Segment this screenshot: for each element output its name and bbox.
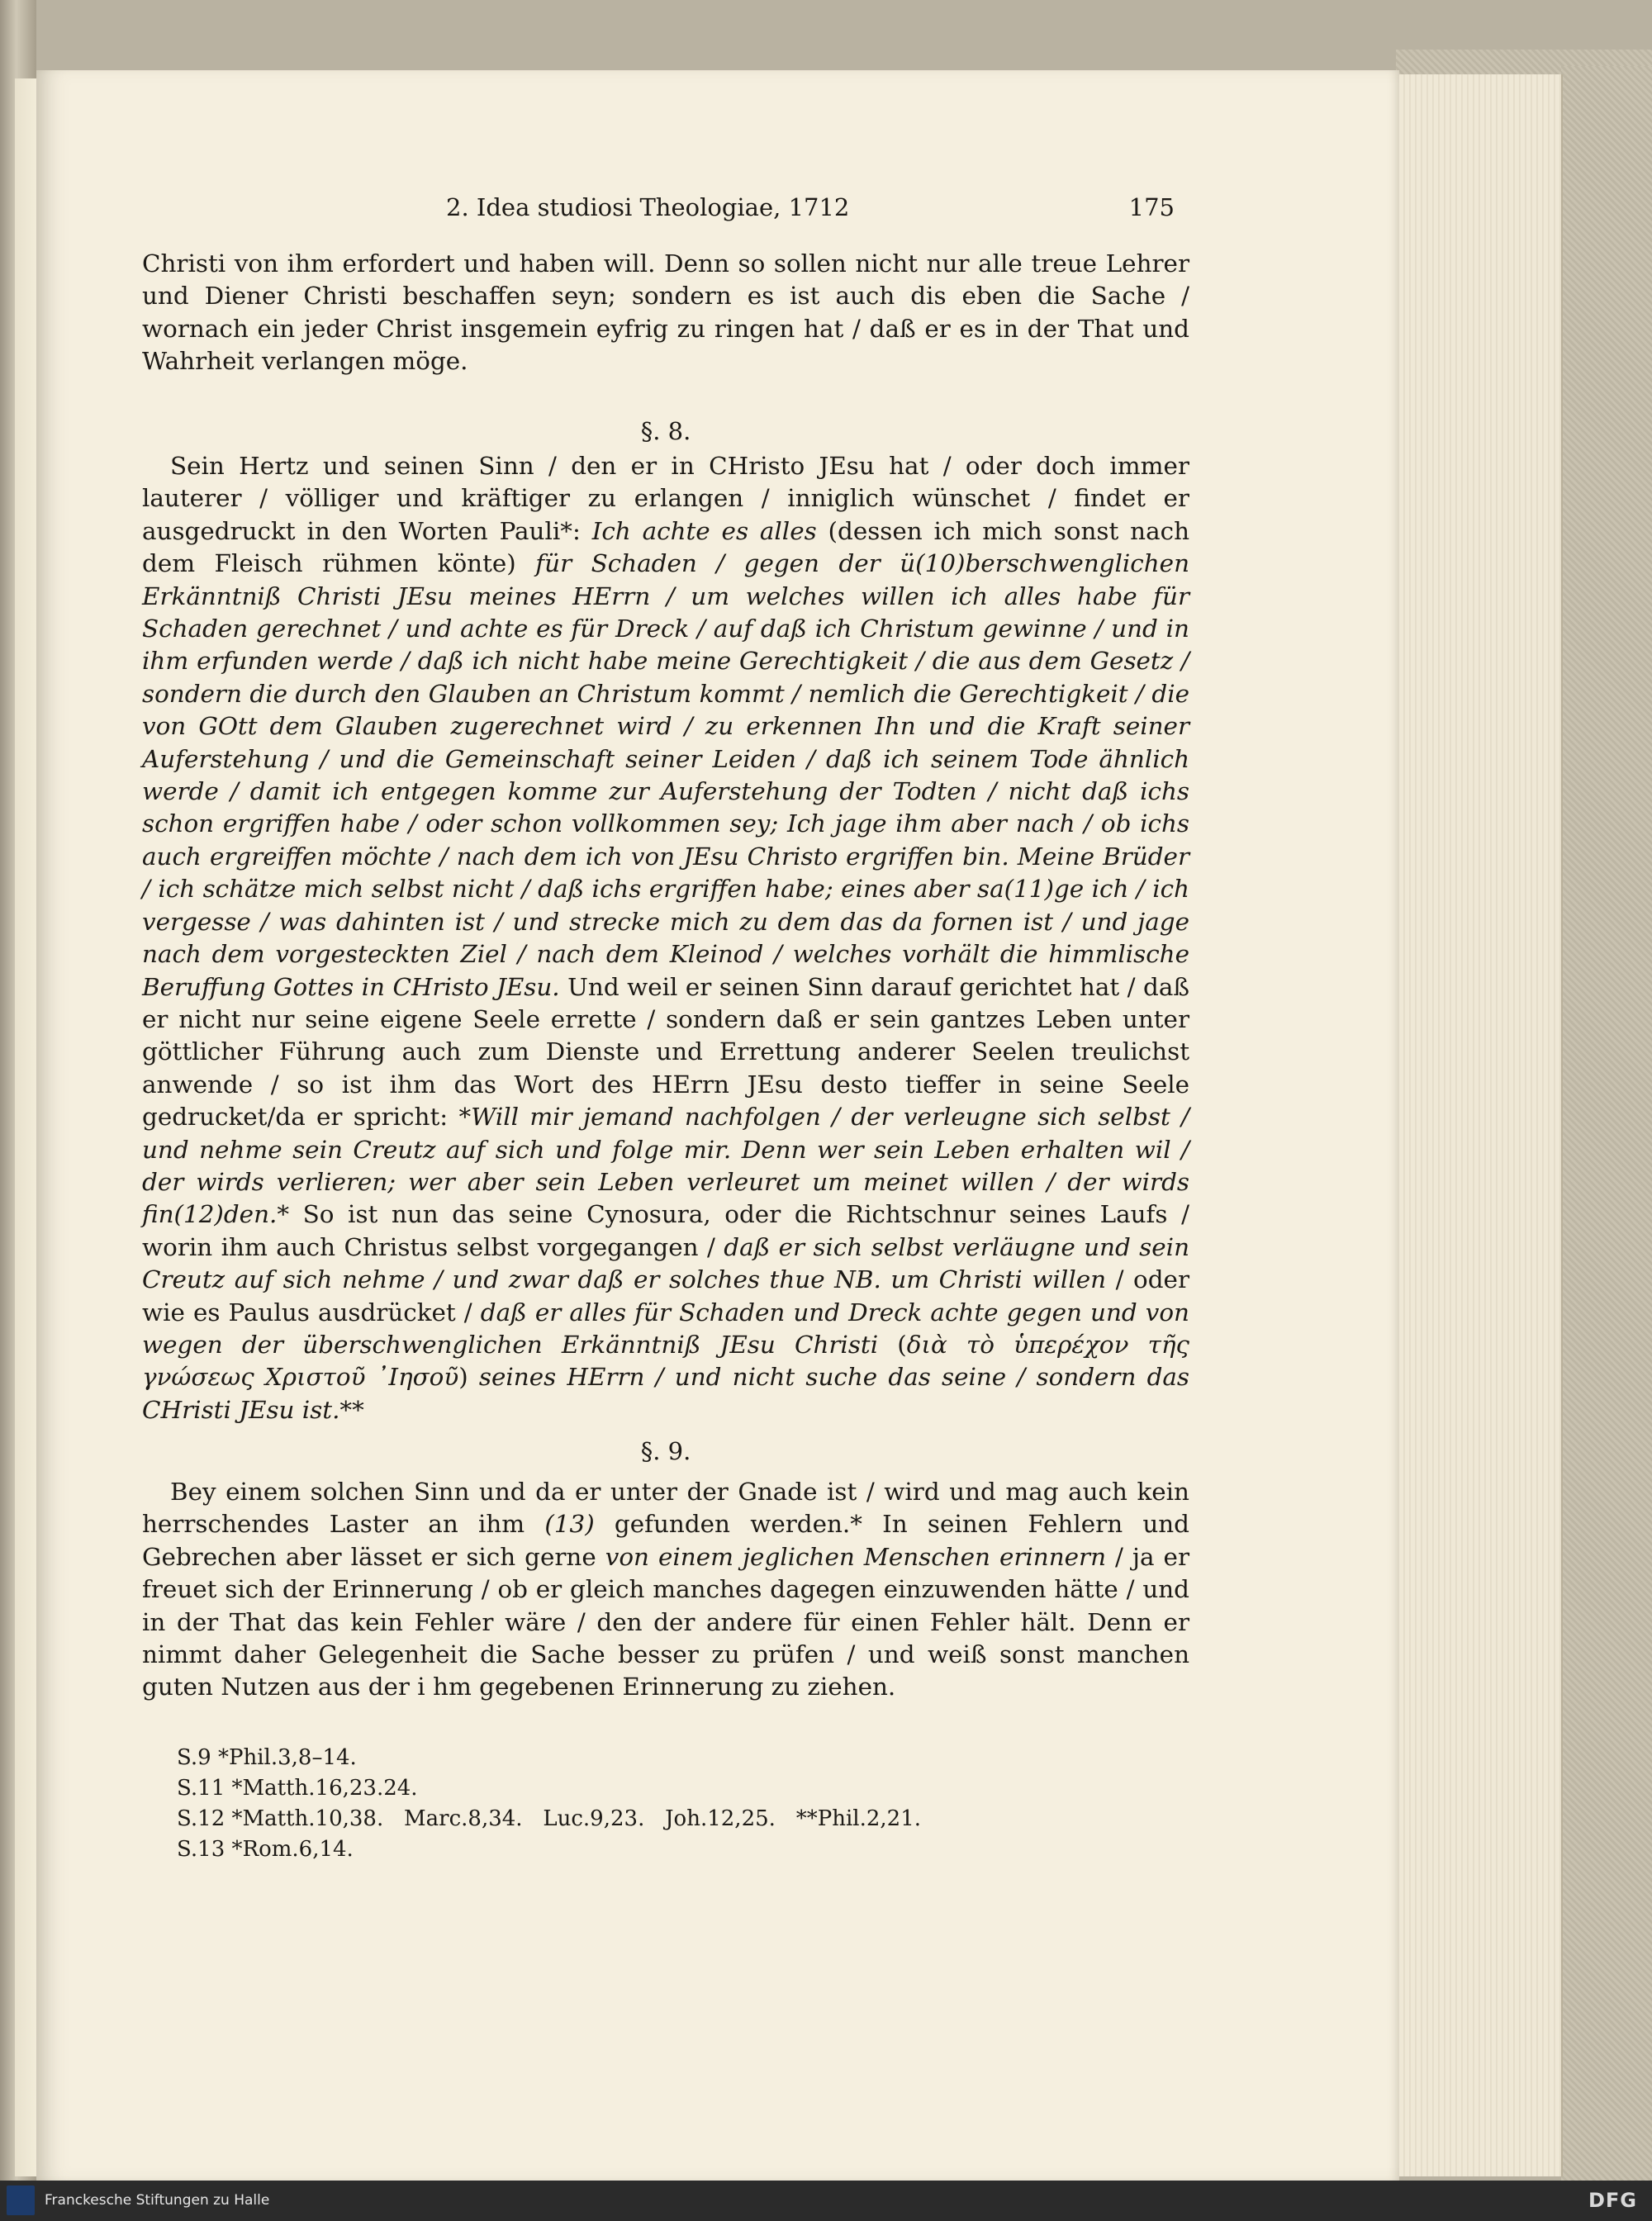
institution-name: Franckesche Stiftungen zu Halle — [45, 2192, 270, 2209]
p2-italic-5: daß er alles für Schaden und Dreck achte gegen und von wegen der überschwenglichen Erkänntniß JEsu Christi — [142, 1298, 1189, 1359]
paragraph-3-text — [142, 1476, 1189, 1704]
p2-italic-1: Ich achte es alles — [591, 516, 817, 545]
p2-text-1: Sein Hertz und seinen Sinn / den er in CHristo JEsu hat / oder doch immer lauterer / völliger und kräftiger zu erlangen / inniglich wünschet / findet er ausgedruckt in den Worten Pauli*: — [142, 452, 1189, 545]
section-8-heading: §. 8. — [640, 417, 691, 445]
p2-text-3: Und weil er seinen Sinn darauf gerichtet hat / daß er nicht nur seine eigene Seele errette / sondern daß er sein gantzes Leben unter göttlicher Führung auch zum Dienste und Errettung anderer Seelen treulichst anwende / so ist ihm das Wort des HErrn JEsu desto tieffer in seine Seele gedrucket/da er spricht: — [142, 972, 1189, 1132]
viewer-footer-bar — [0, 2181, 1652, 2221]
p3-text-2: gefunden werden.* In seinen Fehlern und Gebrechen aber lässet er sich gerne — [142, 1510, 1190, 1571]
p2-italic-3: *Will mir jemand nachfolgen / der verleugne sich selbst / und nehme sein Creutz auf sich und folge mir. Denn wer sein Leben erhalten wil / der wirds verlieren; wer aber sein Leben verleuret um meinet willen / der wirds fin(12)den.* — [142, 1103, 1190, 1229]
paragraph-1-text: Christi von ihm erfordert und haben will. Denn so sollen nicht nur alle treue Lehrer und Diener Christi beschaffen seyn; sondern es ist auch dis eben die Sache / wornach ein jeder Christ insgemein eyfrig zu ringen hat / daß er es in der That und Wahrheit verlangen möge. — [142, 249, 1189, 376]
p2-italic-4: daß er sich selbst verläugne und sein Creutz auf sich nehme / und zwar daß er solches thue NB. um Christi willen — [142, 1232, 1189, 1294]
page-number: 175 — [1128, 193, 1175, 221]
p3-text-3: / ja er freuet sich der Erinnerung / ob er gleich manches dagegen einzuwenden hätte / und in der That das kein Fehler wäre / den der andere für einen Fehler hält. Denn er nimmt daher Gelegenheit die Sache besser zu prüfen / und weiß sonst manchen guten Nutzen aus der i hm gegebenen Erinnerung zu ziehen. — [142, 1542, 1189, 1701]
footnote-1: S.9 *Phil.3,8–14. — [177, 1745, 357, 1770]
running-head-title: 2. Idea studiosi Theologiae, 1712 — [446, 193, 850, 221]
p2-text-4: So ist nun das seine Cynosura, oder die Richtschnur seines Laufs / worin ihm auch Christus selbst vorgegangen / — [142, 1200, 1189, 1261]
p2-italic-7: seines HErrn / und nicht suche das seine / sondern das CHristi JEsu ist.** — [142, 1363, 1190, 1424]
p3-italic-2: von einem jeglichen Menschen erinnern — [605, 1542, 1107, 1571]
book-cover-right — [1561, 66, 1652, 2181]
institution-logo-icon — [7, 2185, 35, 2215]
p2-text-7: ) — [458, 1363, 479, 1392]
p2-text-6: ( — [878, 1330, 907, 1359]
p2-italic-2: für Schaden / gegen der ü(10)berschwenglichen Erkänntniß Christi JEsu meines HErrn / um welches willen ich alles habe für Schaden gerechnet / und achte es für Dreck / auf daß ich Christum gewinne / und in ihm erfunden werde / daß ich nicht habe meine Gerechtigkeit / die aus dem Gesetz / sondern die durch den Glauben an Christum kommt / nemlich die Gerechtigkeit / die von GOtt dem Glauben zugerechnet wird / zu erkennen Ihn und die Kraft seiner Auferstehung / und die Gemeinschaft seiner Leiden / daß ich seinem Tode ähnlich werde / damit ich entgegen komme zur Auferstehung der Todten / nicht daß ichs schon ergriffen habe / oder schon vollkommen sey; Ich jage ihm aber nach / ob ichs auch ergreiffen möchte / nach dem ich von JEsu Christo ergriffen bin. Meine Brüder / ich schätze mich selbst nicht / daß ichs ergriffen habe; eines aber sa(11)ge ich / ich vergesse / was dahinten ist / und strecke mich zu dem das da fornen ist / und jage nach dem vorgesteckten Ziel / nach dem Kleinod / welches vorhält die himmlische Beruffung Gottes in CHristo JEsu. — [142, 549, 1189, 1001]
previous-page-edge — [15, 78, 37, 2176]
paragraph-2 — [142, 450, 1189, 1426]
paragraph-3 — [142, 1476, 1189, 1704]
page-stack-edge — [1399, 74, 1563, 2176]
footnotes — [177, 1743, 1168, 1865]
p2-text-2: (dessen ich mich sonst nach dem Fleisch rühmen könte) — [142, 516, 1189, 578]
p2-greek-quote: διὰ τὸ ὑπερέχον τῆς γνώσεως Χριστοῦ ᾿Ιησοῦ — [142, 1330, 1189, 1392]
p3-italic-1: (13) — [544, 1510, 595, 1539]
footnote-2: S.11 *Matth.16,23.24. — [177, 1776, 418, 1801]
section-9-heading: §. 9. — [640, 1437, 691, 1465]
footnote-4: S.13 *Rom.6,14. — [177, 1837, 354, 1862]
p2-text-5: / oder wie es Paulus ausdrücket / — [142, 1265, 1189, 1326]
footnote-3: S.12 *Matth.10,38. Marc.8,34. Luc.9,23. Joh.12,25. **Phil.2,21. — [177, 1806, 921, 1831]
paragraph-1 — [142, 248, 1189, 378]
dfg-logo: DFG — [1588, 2189, 1637, 2212]
p3-text-1: Bey einem solchen Sinn und da er unter der Gnade ist / wird und mag auch kein herrschendes Laster an ihm — [142, 1478, 1189, 1539]
paragraph-2-text — [142, 450, 1189, 1426]
running-head — [142, 193, 1175, 226]
